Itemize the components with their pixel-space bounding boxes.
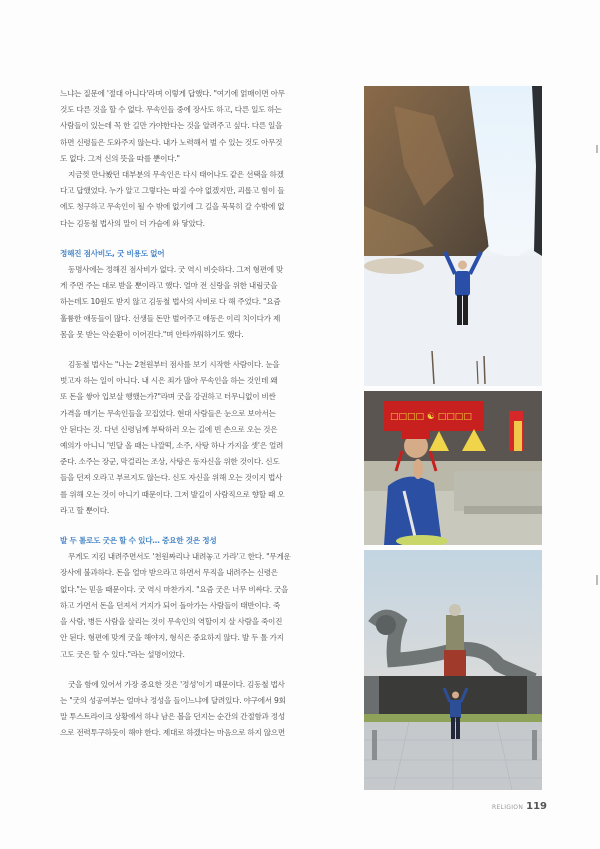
shrine-image [364,391,542,545]
text-line: 지금껏 만나봤던 대부분의 무속인은 다시 태어나도 같은 선택을 하겠 [68,170,284,180]
text-line: 다고 답했었다. 누가 알고 그렇다는 따질 수야 없겠지만, 괴롭고 힘이 들 [60,186,285,196]
text-line: 없다."는 믿음 때문이다. 굿 역시 마찬가지. "요즘 굿은 너무 비싸다. 굿을 [60,584,289,594]
paragraph-gap [60,519,352,533]
text-line: 를 위해 오는 것이 아니기 때문이다. 그저 발길이 사람직으로 향할 때 오 [60,489,285,499]
text-line: 것도 다른 것을 할 수 없다. 무속인들 중에 장사도 하고, 다른 일도 하는 [60,105,282,115]
text-line: 또 돈을 쌓아 입보살 행했는가?"라며 굿을 강권하고 터무니없이 비싼 [60,392,276,402]
text-line: 느냐는 질문에 '절대 아니다'라며 이렇게 답했다. "여기에 얽매이면 아무 [60,89,285,98]
text-line: 준다. 소주는 장군, 막걸리는 조상, 사탕은 동자신을 위한 것이다. 신도 [60,457,280,467]
text-line: 하는데도 10원도 받지 않고 김동철 법사의 사비로 다 해 주었다. "요즘 [60,297,281,307]
text-line: 라고 할 뿐이다. [60,505,110,515]
text-line: 사람들이 있는데 꼭 한 길만 가야한다는 것을 알려주고 싶다. 다른 일을 [60,121,283,131]
text-line: 들을 던져 오라고 부르지도 않는다. 신도 자신을 위해 오는 것이지 법사 [60,473,283,483]
text-line: 몸을 못 받는 악순환이 이어진다."며 안타까워하기도 했다. [60,329,244,339]
text-line: 으로 전력투구하듯이 해야 한다. 제대로 하겠다는 마음으로 하지 않으면 [60,728,285,738]
text-line: 벗고자 하는 일이 아니다. 내 시은 죄가 많아 무속인을 하는 것인데 왜 [60,376,278,386]
text-line: 가격을 매기는 무속인들을 꼬집었다. 현대 사람들은 눈으로 보아서는 [60,408,276,418]
text-line: 을 사람, 병든 사람을 살리는 것이 무속인의 역할이지 살 사람을 죽이진 [60,617,283,627]
article-column [60,86,352,742]
section-label: RELIGION [492,804,524,811]
text-line: 에도 청구하고 무속인이 될 수 밖에 없기에 그 길을 묵묵히 갈 수밖에 없 [60,202,285,212]
waterfall-image [364,86,542,386]
text-line: 김동철 법사는 "나는 2천원부터 점사를 보기 시작한 사람이다. 눈을 [68,360,280,370]
text-line: 무게도 지킴 내려주면서도 '천원짜리나 내려놓고 가라'고 한다. "무게운 [68,552,291,562]
text-line: 말 투스트라이크 상황에서 하나 남은 볼을 던지는 순간의 간절함과 정성 [60,712,285,722]
svg-text:□□□□ ☯ □□□□: □□□□ ☯ □□□□ [390,412,472,422]
text-line: 굿을 함에 있어서 가장 중요한 것은 '정성'이기 때문이다. 김동철 법사 [68,679,285,689]
photo-waterfall [364,86,542,386]
page-folio [492,801,547,812]
text-line: 하면 신령들은 도와주지 않는다. 내가 노력해서 벌 수 있는 것도 아무것 [60,137,283,147]
photo-shrine [364,391,542,545]
text-line: 게 주면 주는 대로 받을 뿐이라고 했다. 얼마 전 신랑을 위한 내림굿을 [60,281,278,291]
text-line: 다는 김동철 법사의 말이 더 가슴에 와 닿았다. [60,218,205,228]
paragraph-gap [60,663,352,677]
text-line: 훌륭한 애동들이 많다. 선생들 돈만 벌어주고 애동은 이리 치이다가 제 [60,313,281,323]
paragraph-gap [60,343,352,357]
margin-mark [596,575,598,585]
text-line: 고도 굿은 할 수 있다."라는 설명이었다. [60,649,185,659]
text-line: 는 "굿의 성공여부는 얼마나 정성을 들이느냐에 달려있다. 야구에서 9회 [60,695,286,705]
text-line: 하고 가면서 돈을 던져서 거지가 되어 돌아가는 사람들이 태반이다. 죽 [60,600,281,610]
text-line: 안 된다는 것. 다년 신령님께 부탁하러 오는 길에 빈 손으로 오는 것은 [60,424,278,434]
text-line: 예의가 아니니 '빈달 올 때는 나깔떡, 소주, 사탕 하나 가지을 셋'은 얼려 [60,441,284,451]
subheading-sincerity: 발 두 톨로도 굿은 할 수 있다… 중요한 것은 정성 [60,536,217,546]
paragraph-gap [60,232,352,246]
photo-dragon-statue [364,550,542,790]
text-line: 동명사에는 정해진 점사비가 없다. 굿 역시 비슷하다. 그저 형편에 맞 [68,265,284,275]
text-line: 도 없다. 그저 신의 뜻을 따를 뿐이다." [60,153,180,163]
subheading-fees: 정해진 점사비도, 굿 비용도 없어 [60,248,165,258]
text-line: 안 된다. 형편에 맞게 굿을 해야지, 형식은 중요하지 않다. 발 두 톨 가지 [60,633,284,643]
text-line: 장사에 불과하다. 돈을 얼마 받으라고 하면서 무직을 내려주는 신령은 [60,568,278,578]
dragon-statue-image [364,550,542,790]
margin-mark [596,145,598,153]
page-number: 119 [526,801,547,812]
